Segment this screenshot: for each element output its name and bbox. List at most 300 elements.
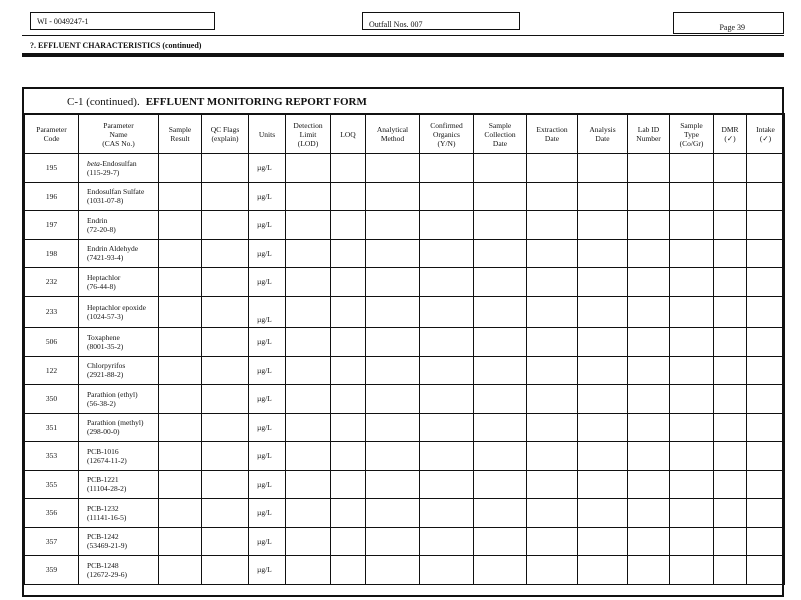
entry-cell[interactable] (159, 556, 202, 585)
entry-cell[interactable] (420, 413, 474, 442)
entry-cell[interactable] (331, 296, 366, 328)
entry-cell[interactable] (366, 499, 420, 528)
units: µg/L (249, 356, 286, 385)
parameter-code: 355 (25, 470, 79, 499)
cas-number: (12674-11-2) (87, 455, 127, 465)
table-row (25, 154, 785, 183)
entry-cell[interactable] (714, 527, 747, 556)
entry-cell[interactable] (474, 211, 527, 240)
entry-cell[interactable] (628, 154, 670, 183)
entry-cell[interactable] (527, 239, 578, 268)
entry-cell[interactable] (474, 182, 527, 211)
outfall-number: Outfall Nos. 007 (369, 20, 423, 29)
table-row (25, 385, 785, 414)
units: µg/L (249, 211, 286, 240)
table-row (25, 328, 785, 357)
parameter-name: Endrin (87, 215, 108, 225)
entry-cell[interactable] (202, 527, 249, 556)
parameter-name-cell (79, 154, 159, 183)
entry-cell[interactable] (628, 328, 670, 357)
permit-number: WI - 0049247-1 (37, 17, 89, 26)
entry-cell[interactable] (747, 413, 785, 442)
parameter-code: 198 (25, 239, 79, 268)
entry-cell[interactable] (366, 470, 420, 499)
entry-cell[interactable] (202, 211, 249, 240)
entry-cell[interactable] (714, 296, 747, 328)
units: µg/L (249, 296, 286, 328)
table-row (25, 556, 785, 585)
entry-cell[interactable] (202, 442, 249, 471)
entry-cell[interactable] (628, 268, 670, 297)
entry-cell[interactable] (747, 499, 785, 528)
parameter-code: 197 (25, 211, 79, 240)
entry-cell[interactable] (747, 296, 785, 328)
units: µg/L (249, 154, 286, 183)
entry-cell[interactable] (474, 356, 527, 385)
entry-cell[interactable] (474, 499, 527, 528)
entry-cell[interactable] (286, 356, 331, 385)
entry-cell[interactable] (331, 328, 366, 357)
entry-cell[interactable] (714, 413, 747, 442)
entry-cell[interactable] (527, 442, 578, 471)
entry-cell[interactable] (527, 499, 578, 528)
entry-cell[interactable] (159, 296, 202, 328)
entry-cell[interactable] (420, 154, 474, 183)
units: µg/L (249, 328, 286, 357)
entry-cell[interactable] (159, 527, 202, 556)
table-header-row (25, 114, 785, 154)
entry-cell[interactable] (420, 211, 474, 240)
units: µg/L (249, 499, 286, 528)
entry-cell[interactable] (714, 239, 747, 268)
entry-cell[interactable] (286, 413, 331, 442)
table-row (25, 527, 785, 556)
entry-cell[interactable] (714, 356, 747, 385)
entry-cell[interactable] (527, 356, 578, 385)
parameter-name-cell (79, 385, 159, 414)
entry-cell[interactable] (286, 499, 331, 528)
column-header: Parameter Code (25, 114, 79, 154)
units: µg/L (249, 239, 286, 268)
entry-cell[interactable] (578, 328, 628, 357)
entry-cell[interactable] (527, 470, 578, 499)
entry-cell[interactable] (420, 385, 474, 414)
entry-cell[interactable] (527, 527, 578, 556)
entry-cell[interactable] (202, 356, 249, 385)
entry-cell[interactable] (366, 239, 420, 268)
entry-cell[interactable] (714, 499, 747, 528)
column-header: Detection Limit (LOD) (286, 114, 331, 154)
parameter-name: Heptachlor epoxide (87, 302, 146, 312)
entry-cell[interactable] (202, 413, 249, 442)
entry-cell[interactable] (714, 442, 747, 471)
parameter-code: 357 (25, 527, 79, 556)
entry-cell[interactable] (331, 356, 366, 385)
cas-number: (56-38-2) (87, 398, 116, 408)
entry-cell[interactable] (578, 470, 628, 499)
entry-cell[interactable] (159, 356, 202, 385)
cas-number: (72-20-8) (87, 224, 116, 234)
column-header: Confirmed Organics (Y/N) (420, 114, 474, 154)
entry-cell[interactable] (670, 182, 714, 211)
entry-cell[interactable] (628, 356, 670, 385)
entry-cell[interactable] (159, 268, 202, 297)
parameter-code: 233 (25, 296, 79, 328)
parameter-name-cell (79, 356, 159, 385)
page-number: Page 39 (719, 23, 745, 32)
parameter-name-cell (79, 470, 159, 499)
permit-number-box (30, 12, 215, 30)
units: µg/L (249, 470, 286, 499)
parameter-name-cell (79, 328, 159, 357)
entry-cell[interactable] (714, 154, 747, 183)
entry-cell[interactable] (714, 328, 747, 357)
entry-cell[interactable] (747, 556, 785, 585)
entry-cell[interactable] (331, 527, 366, 556)
column-header: Sample Collection Date (474, 114, 527, 154)
form-title-text: EFFLUENT MONITORING REPORT FORM (145, 96, 367, 108)
entry-cell[interactable] (670, 268, 714, 297)
entry-cell[interactable] (578, 296, 628, 328)
entry-cell[interactable] (331, 268, 366, 297)
form-title (24, 92, 782, 110)
table-row (25, 356, 785, 385)
entry-cell[interactable] (527, 182, 578, 211)
entry-cell[interactable] (747, 527, 785, 556)
parameter-code: 359 (25, 556, 79, 585)
entry-cell[interactable] (714, 470, 747, 499)
entry-cell[interactable] (474, 239, 527, 268)
entry-cell[interactable] (474, 268, 527, 297)
entry-cell[interactable] (286, 154, 331, 183)
entry-cell[interactable] (366, 211, 420, 240)
cas-number: (2921-88-2) (87, 370, 124, 380)
entry-cell[interactable] (527, 413, 578, 442)
table-row (25, 470, 785, 499)
entry-cell[interactable] (159, 499, 202, 528)
table-row (25, 211, 785, 240)
entry-cell[interactable] (286, 268, 331, 297)
entry-cell[interactable] (420, 470, 474, 499)
entry-cell[interactable] (331, 556, 366, 585)
entry-cell[interactable] (331, 154, 366, 183)
entry-cell[interactable] (474, 328, 527, 357)
entry-cell[interactable] (286, 527, 331, 556)
entry-cell[interactable] (286, 296, 331, 328)
entry-cell[interactable] (286, 328, 331, 357)
parameter-code: 232 (25, 268, 79, 297)
entry-cell[interactable] (578, 413, 628, 442)
entry-cell[interactable] (159, 182, 202, 211)
units: µg/L (249, 442, 286, 471)
entry-cell[interactable] (202, 182, 249, 211)
entry-cell[interactable] (474, 527, 527, 556)
parameter-name: Chlorpyrifos (87, 361, 126, 371)
entry-cell[interactable] (286, 442, 331, 471)
units: µg/L (249, 182, 286, 211)
entry-cell[interactable] (628, 296, 670, 328)
entry-cell[interactable] (286, 182, 331, 211)
cas-number: (7421-93-4) (87, 253, 124, 263)
parameter-name-prefix: beta (87, 158, 100, 168)
entry-cell[interactable] (331, 470, 366, 499)
parameter-name-cell (79, 182, 159, 211)
entry-cell[interactable] (366, 296, 420, 328)
page-number-box (673, 12, 784, 34)
entry-cell[interactable] (578, 442, 628, 471)
entry-cell[interactable] (628, 182, 670, 211)
column-header: Analytical Method (366, 114, 420, 154)
parameter-code: 506 (25, 328, 79, 357)
entry-cell[interactable] (714, 385, 747, 414)
entry-cell[interactable] (331, 499, 366, 528)
entry-cell[interactable] (420, 527, 474, 556)
entry-cell[interactable] (286, 239, 331, 268)
entry-cell[interactable] (670, 442, 714, 471)
parameter-name: Endrin Aldehyde (87, 244, 139, 254)
entry-cell[interactable] (331, 385, 366, 414)
entry-cell[interactable] (474, 385, 527, 414)
entry-cell[interactable] (331, 239, 366, 268)
entry-cell[interactable] (628, 442, 670, 471)
parameter-name-cell (79, 413, 159, 442)
parameter-name-cell (79, 556, 159, 585)
entry-cell[interactable] (670, 211, 714, 240)
entry-cell[interactable] (714, 211, 747, 240)
parameter-name: Toxaphene (87, 332, 120, 342)
entry-cell[interactable] (714, 268, 747, 297)
parameter-name: -Endosulfan (99, 158, 137, 168)
entry-cell[interactable] (159, 385, 202, 414)
entry-cell[interactable] (578, 499, 628, 528)
cas-number: (298-00-0) (87, 427, 120, 437)
entry-cell[interactable] (578, 211, 628, 240)
cas-number: (8001-35-2) (87, 341, 124, 351)
units: µg/L (249, 413, 286, 442)
table-row (25, 182, 785, 211)
entry-cell[interactable] (159, 154, 202, 183)
entry-cell[interactable] (747, 356, 785, 385)
entry-cell[interactable] (578, 527, 628, 556)
entry-cell[interactable] (527, 385, 578, 414)
parameter-code: 356 (25, 499, 79, 528)
entry-cell[interactable] (159, 239, 202, 268)
column-header: Lab ID Number (628, 114, 670, 154)
parameter-name-cell (79, 442, 159, 471)
entry-cell[interactable] (578, 356, 628, 385)
entry-cell[interactable] (202, 328, 249, 357)
entry-cell[interactable] (747, 470, 785, 499)
entry-cell[interactable] (159, 413, 202, 442)
entry-cell[interactable] (747, 211, 785, 240)
entry-cell[interactable] (202, 470, 249, 499)
entry-cell[interactable] (159, 328, 202, 357)
entry-cell[interactable] (202, 239, 249, 268)
entry-cell[interactable] (366, 154, 420, 183)
entry-cell[interactable] (159, 211, 202, 240)
entry-cell[interactable] (366, 556, 420, 585)
entry-cell[interactable] (670, 470, 714, 499)
entry-cell[interactable] (286, 556, 331, 585)
entry-cell[interactable] (628, 556, 670, 585)
cas-number: (1031-07-8) (87, 196, 124, 206)
parameter-code: 122 (25, 356, 79, 385)
outfall-box (362, 12, 520, 30)
table-row (25, 499, 785, 528)
entry-cell[interactable] (747, 154, 785, 183)
entry-cell[interactable] (366, 527, 420, 556)
entry-cell[interactable] (366, 356, 420, 385)
entry-cell[interactable] (420, 268, 474, 297)
entry-cell[interactable] (578, 385, 628, 414)
entry-cell[interactable] (366, 328, 420, 357)
entry-cell[interactable] (747, 182, 785, 211)
entry-cell[interactable] (670, 413, 714, 442)
entry-cell[interactable] (420, 356, 474, 385)
cas-number: (11141-16-5) (87, 512, 127, 522)
entry-cell[interactable] (670, 527, 714, 556)
entry-cell[interactable] (202, 556, 249, 585)
parameter-name-cell (79, 211, 159, 240)
entry-cell[interactable] (670, 499, 714, 528)
parameter-name: Parathion (ethyl) (87, 389, 138, 399)
entry-cell[interactable] (159, 470, 202, 499)
column-header: Analysis Date (578, 114, 628, 154)
entry-cell[interactable] (159, 442, 202, 471)
entry-cell[interactable] (527, 328, 578, 357)
entry-cell[interactable] (747, 239, 785, 268)
entry-cell[interactable] (420, 556, 474, 585)
entry-cell[interactable] (670, 385, 714, 414)
parameter-name-cell (79, 527, 159, 556)
entry-cell[interactable] (474, 470, 527, 499)
entry-cell[interactable] (628, 470, 670, 499)
column-header: Sample Result (159, 114, 202, 154)
entry-cell[interactable] (202, 296, 249, 328)
form-title-prefix: C-1 (continued). (67, 96, 140, 108)
parameter-name-cell (79, 268, 159, 297)
entry-cell[interactable] (628, 499, 670, 528)
table-body (25, 154, 785, 585)
entry-cell[interactable] (366, 413, 420, 442)
entry-cell[interactable] (670, 296, 714, 328)
entry-cell[interactable] (331, 182, 366, 211)
entry-cell[interactable] (628, 239, 670, 268)
parameter-name: PCB-1242 (87, 532, 119, 542)
entry-cell[interactable] (286, 470, 331, 499)
entry-cell[interactable] (714, 556, 747, 585)
entry-cell[interactable] (474, 556, 527, 585)
units: µg/L (249, 556, 286, 585)
entry-cell[interactable] (474, 442, 527, 471)
entry-cell[interactable] (474, 154, 527, 183)
section-title: ?. EFFLUENT CHARACTERISTICS (continued) (30, 41, 202, 50)
entry-cell[interactable] (670, 356, 714, 385)
units: µg/L (249, 268, 286, 297)
cas-number: (53469-21-9) (87, 541, 127, 551)
entry-cell[interactable] (714, 182, 747, 211)
entry-cell[interactable] (474, 296, 527, 328)
parameter-code: 353 (25, 442, 79, 471)
column-header: Parameter Name (CAS No.) (79, 114, 159, 154)
entry-cell[interactable] (202, 499, 249, 528)
entry-cell[interactable] (420, 182, 474, 211)
entry-cell[interactable] (331, 413, 366, 442)
entry-cell[interactable] (578, 182, 628, 211)
cas-number: (115-29-7) (87, 167, 120, 177)
entry-cell[interactable] (527, 556, 578, 585)
parameter-name: PCB-1016 (87, 446, 119, 456)
entry-cell[interactable] (474, 413, 527, 442)
table-row (25, 268, 785, 297)
parameter-code: 351 (25, 413, 79, 442)
entry-cell[interactable] (527, 211, 578, 240)
entry-cell[interactable] (331, 442, 366, 471)
entry-cell[interactable] (628, 527, 670, 556)
entry-cell[interactable] (202, 268, 249, 297)
entry-cell[interactable] (420, 328, 474, 357)
entry-cell[interactable] (366, 442, 420, 471)
column-header: Extraction Date (527, 114, 578, 154)
entry-cell[interactable] (747, 328, 785, 357)
table-row (25, 239, 785, 268)
entry-cell[interactable] (366, 182, 420, 211)
entry-cell[interactable] (527, 154, 578, 183)
entry-cell[interactable] (331, 211, 366, 240)
entry-cell[interactable] (578, 268, 628, 297)
entry-cell[interactable] (578, 239, 628, 268)
entry-cell[interactable] (747, 268, 785, 297)
column-header: DMR (✓) (714, 114, 747, 154)
entry-cell[interactable] (628, 413, 670, 442)
units: µg/L (249, 527, 286, 556)
entry-cell[interactable] (747, 385, 785, 414)
entry-cell[interactable] (578, 556, 628, 585)
column-header: QC Flags (explain) (202, 114, 249, 154)
entry-cell[interactable] (420, 296, 474, 328)
entry-cell[interactable] (286, 211, 331, 240)
column-header: Units (249, 114, 286, 154)
entry-cell[interactable] (202, 385, 249, 414)
entry-cell[interactable] (670, 328, 714, 357)
entry-cell[interactable] (578, 154, 628, 183)
entry-cell[interactable] (420, 499, 474, 528)
entry-cell[interactable] (628, 385, 670, 414)
entry-cell[interactable] (202, 154, 249, 183)
entry-cell[interactable] (747, 442, 785, 471)
entry-cell[interactable] (366, 268, 420, 297)
entry-cell[interactable] (670, 154, 714, 183)
entry-cell[interactable] (420, 239, 474, 268)
entry-cell[interactable] (527, 268, 578, 297)
entry-cell[interactable] (628, 211, 670, 240)
cas-number: (11104-28-2) (87, 484, 127, 494)
parameter-name: Endosulfan Sulfate (87, 187, 145, 197)
table-row (25, 442, 785, 471)
column-header: LOQ (331, 114, 366, 154)
cas-number: (1024-57-3) (87, 311, 124, 321)
entry-cell[interactable] (420, 442, 474, 471)
entry-cell[interactable] (286, 385, 331, 414)
column-header: Intake (✓) (747, 114, 785, 154)
entry-cell[interactable] (670, 556, 714, 585)
monitoring-table (24, 113, 785, 585)
entry-cell[interactable] (670, 239, 714, 268)
header-rule (22, 35, 784, 36)
parameter-code: 196 (25, 182, 79, 211)
entry-cell[interactable] (527, 296, 578, 328)
entry-cell[interactable] (366, 385, 420, 414)
